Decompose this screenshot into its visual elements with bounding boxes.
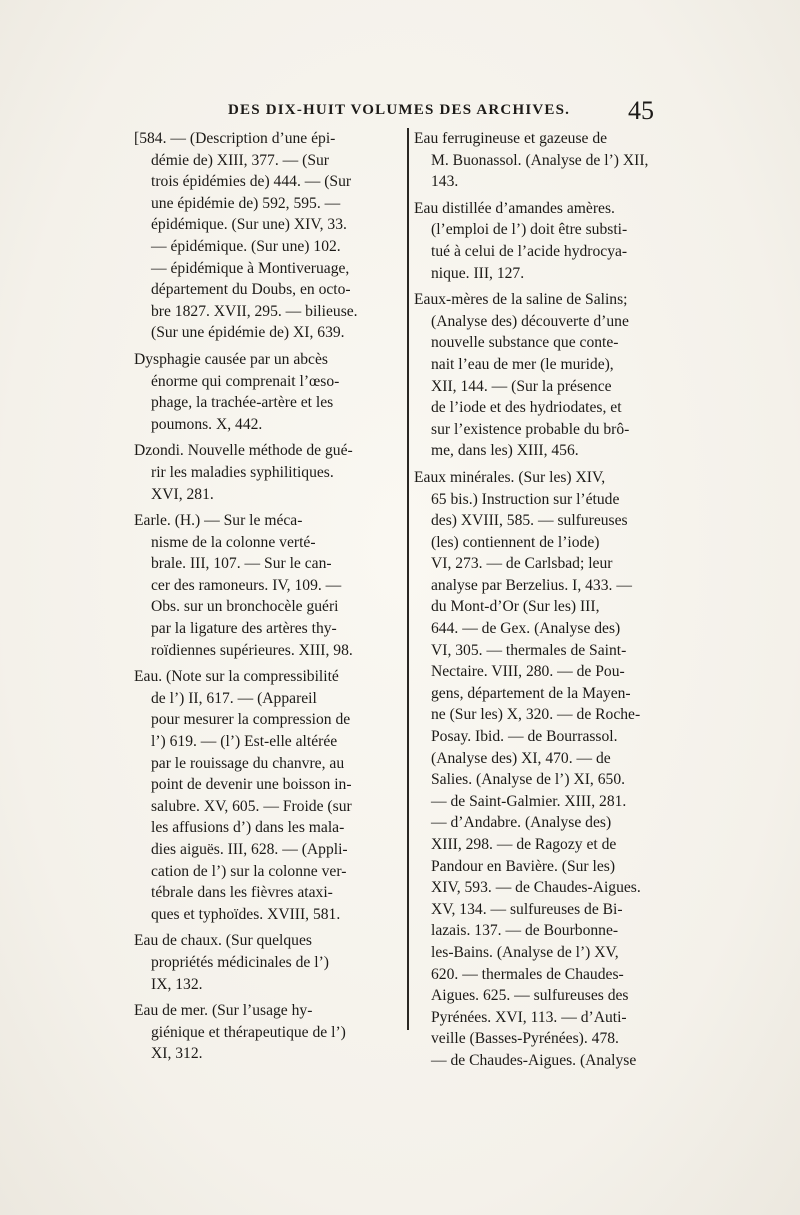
index-entry-dysphagie (134, 349, 402, 435)
entry-line: cer des ramoneurs. IV, 109. — (151, 576, 342, 594)
entry-line: (l’emploi de l’) doit être substi- (431, 221, 628, 239)
entry-line: du Mont-d’Or (Sur les) III, (431, 598, 600, 616)
entry-line: VI, 273. — de Carlsbad; leur (431, 555, 613, 573)
entry-line: des) XVIII, 585. — sulfureuses (431, 512, 628, 530)
right-column (414, 128, 670, 1077)
entry-line: brale. III, 107. — Sur le can- (151, 555, 332, 573)
running-title: DES DIX-HUIT VOLUMES DES ARCHIVES. (228, 102, 571, 118)
entry-line: énorme qui comprenait l’œso- (151, 372, 340, 390)
entry-line: rir les maladies syphilitiques. (151, 463, 334, 481)
entry-line: cation de l’) sur la colonne ver- (151, 862, 347, 880)
entry-line: lazais. 137. — de Bourbonne- (431, 922, 619, 940)
entry-line: Salies. (Analyse de l’) XI, 650. (431, 771, 626, 789)
entry-line: (Analyse des) découverte d’une (431, 312, 629, 330)
index-entry-eau-ferrugineuse (414, 128, 670, 193)
entry-line: — de Chaudes-Aigues. (Analyse (431, 1051, 637, 1069)
entry-line: Pyrénées. XVI, 113. — d’Auti- (431, 1008, 627, 1026)
entry-line: XII, 144. — (Sur la présence (431, 377, 612, 395)
entry-line: veille (Basses-Pyrénées). 478. (431, 1030, 619, 1048)
entry-line: de l’) II, 617. — (Appareil (151, 689, 317, 707)
entry-line: Aigues. 625. — sulfureuses des (431, 987, 629, 1005)
entry-line: ques et typhoïdes. XVIII, 581. (151, 905, 341, 923)
entry-line: IX, 132. (151, 975, 203, 993)
entry-line: nait l’eau de mer (le muride), (431, 355, 614, 373)
entry-line: 143. (431, 173, 459, 191)
entry-line: Earle. (H.) — Sur le méca- (134, 512, 303, 530)
entry-line: giénique et thérapeutique de l’) (151, 1023, 346, 1041)
entry-line: bre 1827. XVII, 295. — bilieuse. (151, 302, 358, 320)
entry-line: roïdiennes supérieures. XIII, 98. (151, 641, 353, 659)
entry-line: analyse par Berzelius. I, 433. — (431, 576, 632, 594)
entry-line: XIV, 593. — de Chaudes-Aigues. (431, 879, 641, 897)
entry-line: (Sur une épidémie de) XI, 639. (151, 324, 345, 342)
entry-line: Dzondi. Nouvelle méthode de gué- (134, 442, 353, 460)
entry-line: gens, département de la Mayen- (431, 684, 631, 702)
entry-line: XV, 134. — sulfureuses de Bi- (431, 900, 623, 918)
entry-line: — épidémique. (Sur une) 102. (151, 237, 341, 255)
entry-line: XI, 312. (151, 1045, 203, 1063)
index-entry-dzondi (134, 440, 402, 505)
entry-line: — d’Andabre. (Analyse des) (431, 814, 612, 832)
entry-line: — épidémique à Montiveruage, (151, 259, 350, 277)
index-entry-eau-mer (134, 1000, 402, 1065)
index-entry-eaux-minerales (414, 467, 670, 1072)
entry-line: l’) 619. — (l’) Est-elle altérée (151, 733, 338, 751)
entry-line: une épidémie de) 592, 595. — (151, 194, 341, 212)
entry-line: Nectaire. VIII, 280. — de Pou- (431, 663, 625, 681)
entry-line: pour mesurer la compression de (151, 711, 351, 729)
entry-line: Dysphagie causée par un abcès (134, 350, 328, 368)
entry-line: dies aiguës. III, 628. — (Appli- (151, 841, 348, 858)
entry-line: Eaux minérales. (Sur les) XIV, (414, 468, 606, 486)
entry-line: département du Doubs, en octo- (151, 281, 351, 299)
entry-line: propriétés médicinales de l’) (151, 953, 329, 971)
entry-line: point de devenir une boisson in- (151, 776, 352, 794)
entry-line: les affusions d’) dans les mala- (151, 819, 345, 837)
entry-line: tébrale dans les fièvres ataxi- (151, 884, 333, 902)
entry-line: VI, 305. — thermales de Saint- (431, 641, 627, 659)
entry-line: — de Saint-Galmier. XIII, 281. (431, 792, 627, 810)
entry-line: Eau de mer. (Sur l’usage hy- (134, 1002, 313, 1020)
entry-line: nouvelle substance que conte- (431, 334, 619, 352)
index-entry-eaux-meres (414, 289, 670, 462)
entry-line: 620. — thermales de Chaudes- (431, 965, 624, 983)
running-header (0, 96, 800, 126)
entry-line: sur l’existence probable du brô- (431, 420, 630, 438)
entry-line: (les) contiennent de l’iode) (431, 533, 600, 551)
entry-line: par la ligature des artères thy- (151, 620, 337, 638)
entry-line: Eau distillée d’amandes amères. (414, 199, 615, 217)
entry-line: épidémique. (Sur une) XIV, 33. (151, 216, 347, 234)
entry-line: salubre. XV, 605. — Froide (sur (151, 797, 352, 815)
index-entry-eau (134, 666, 402, 925)
entry-line: Eau ferrugineuse et gazeuse de (414, 130, 608, 147)
entry-line: par le rouissage du chanvre, au (151, 754, 345, 772)
entry-line: tué à celui de l’acide hydrocya- (431, 242, 628, 260)
entry-line: phage, la trachée-artère et les (151, 394, 334, 412)
entry-line: les-Bains. (Analyse de l’) XV, (431, 943, 619, 961)
index-entry-eau-chaux (134, 930, 402, 995)
entry-line: nique. III, 127. (431, 264, 525, 282)
entry-line: 65 bis.) Instruction sur l’étude (431, 490, 620, 508)
entry-line: XVI, 281. (151, 485, 214, 503)
entry-line: Posay. Ibid. — de Bourrassol. (431, 728, 618, 746)
entry-line: [584. — (Description d’une épi- (134, 130, 336, 147)
entry-line: XIII, 298. — de Ragozy et de (431, 836, 617, 853)
entry-line: Obs. sur un bronchocèle guéri (151, 598, 339, 616)
entry-line: 644. — de Gex. (Analyse des) (431, 620, 621, 638)
entry-line: M. Buonassol. (Analyse de l’) XII, (431, 151, 649, 169)
index-entry-fievre-cont (134, 128, 402, 344)
index-entry-earle (134, 510, 402, 661)
entry-line: poumons. X, 442. (151, 415, 263, 433)
entry-line: (Analyse des) XI, 470. — de (431, 749, 611, 767)
entry-line: ne (Sur les) X, 320. — de Roche- (431, 706, 641, 724)
entry-line: trois épidémies de) 444. — (Sur (151, 173, 352, 191)
column-divider (407, 128, 409, 1030)
entry-line: démie de) XIII, 377. — (Sur (151, 151, 329, 169)
entry-line: Eau de chaux. (Sur quelques (134, 932, 312, 950)
entry-line: nisme de la colonne verté- (151, 533, 316, 551)
left-column (134, 128, 402, 1070)
entry-line: Eaux-mères de la saline de Salins; (414, 291, 628, 309)
entry-line: me, dans les) XIII, 456. (431, 442, 579, 460)
index-entry-eau-distillee (414, 198, 670, 284)
page-number: 45 (628, 96, 654, 125)
entry-line: Pandour en Bavière. (Sur les) (431, 857, 616, 875)
entry-line: de l’iode et des hydriodates, et (431, 399, 622, 417)
entry-line: Eau. (Note sur la compressibilité (134, 668, 339, 686)
